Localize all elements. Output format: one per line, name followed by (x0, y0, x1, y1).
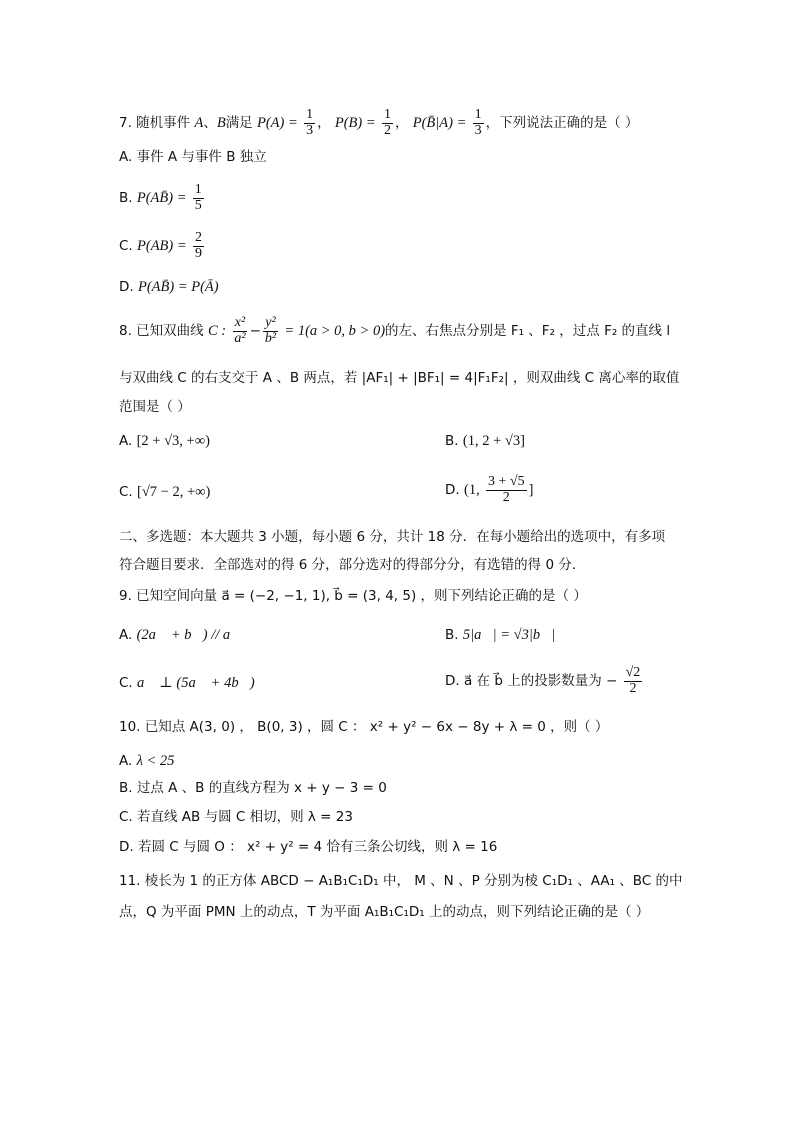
q8-option-a-label: A. (119, 433, 133, 449)
q8-option-b-label: B. (445, 433, 459, 449)
q7-pa-expr: P(A) = (256, 115, 298, 132)
q7-option-d-expr: P(AB̄) = P(Ā) (137, 279, 219, 295)
q10-option-c-text: 若直线 AB 与圆 C 相切，则 λ = 23 (137, 809, 353, 825)
q11-stem-line1: 11. 棱长为 1 的正方体 ABCD − A₁B₁C₁D₁ 中， M 、N 、P 分别为棱 C₁D₁ 、AA₁ 、BC 的中 (119, 873, 683, 889)
q10-option-a (119, 754, 174, 769)
q8-curve: C : (207, 323, 227, 340)
q10-option-d-text: 若圆 C 与圆 O ： x² + y² = 4 恰有三条公切线，则 λ = 16 (137, 839, 498, 855)
q7-pa-den: 3 (306, 122, 314, 138)
q8-x2: x² (234, 315, 246, 330)
q7-option-c-label: C. (119, 238, 133, 255)
q9-option-d-num: √2 (625, 665, 641, 680)
q7-pa-num: 1 (306, 107, 314, 122)
q8-option-d-label: D. (445, 482, 460, 499)
q8-option-b-expr: (1, 2 + √3] (462, 433, 525, 449)
q10-stem: 10. 已知点 A(3, 0) ， B(0, 3) ，圆 C ： x² + y² − 6x − 8y + λ = 0 ，则（ ） (119, 719, 609, 735)
q9-option-b (445, 628, 555, 643)
q9-option-d-label: D. (445, 673, 460, 690)
q7-pba-fraction (473, 108, 484, 138)
q7-option-a (119, 151, 267, 165)
q10-option-a-label: A. (119, 753, 133, 769)
q9-option-d-den: 2 (629, 680, 637, 696)
q8-stem-line2: 与双曲线 C 的右支交于 A 、B 两点，若 |AF₁| + |BF₁| = 4|F₁F₂| ，则双曲线 C 离心率的取值 (119, 370, 680, 386)
q7-stem: 7. 随机事件 A、B满足 P(A) = $\frac{1}{3}$ ， P(B) = $\frac{1}{2}$ ， P(B̄|A) = $\frac{1}{3}$ ，下列说法正确的是（ ） (119, 107, 639, 138)
q8-option-c-expr: [√7 − 2, +∞) (137, 484, 211, 500)
q7-option-c (119, 231, 206, 261)
q7-pba-den: 3 (474, 122, 482, 138)
q8-y-fraction (263, 316, 278, 346)
q9-option-b-expr: 5|a⃗| = √3|b⃗| (462, 627, 556, 643)
q8-a2: a² (234, 330, 246, 346)
q7-option-b-num: 1 (194, 182, 202, 197)
q8-prefix: 8. 已知双曲线 (119, 323, 204, 340)
q9-option-a-label: A. (119, 627, 133, 643)
q10-option-b-label: B. (119, 780, 133, 796)
q8-option-a-expr: [2 + √3, +∞) (136, 433, 210, 449)
q7-option-b-expr: P(AB̄) = (136, 190, 187, 207)
q7-option-a-label: A. (119, 149, 133, 165)
q9-option-d-pre: a⃗ 在 b⃗ 上的投影数量为 − (463, 673, 618, 690)
q10-option-b (119, 782, 387, 796)
q8-x-fraction (232, 316, 247, 346)
q7-pa-fraction (304, 108, 315, 138)
q7-pba-num: 1 (474, 107, 482, 122)
q8-option-c (119, 485, 210, 500)
q10-option-a-text: λ < 25 (136, 753, 175, 769)
q7-option-d-label: D. (119, 279, 134, 295)
q8-line1-suffix: 的左、右焦点分别是 F₁ 、F₂ ，过点 F₂ 的直线 l (385, 323, 671, 340)
q7-option-c-den: 9 (194, 245, 202, 261)
q7-option-a-text: 事件 A 与事件 B 独立 (136, 149, 267, 165)
q8-option-d-pre: (1, (463, 482, 480, 499)
q7-option-b (119, 183, 206, 213)
q7-option-c-num: 2 (194, 230, 202, 245)
q8-stem-line3: 范围是（ ） (119, 399, 191, 415)
q9-option-a-expr: (2a⃗ + b⃗) // a⃗ (136, 627, 242, 643)
q7-option-d (119, 280, 219, 295)
q9-option-a (119, 628, 241, 643)
q10-option-c-label: C. (119, 809, 133, 825)
q8-option-c-label: C. (119, 484, 133, 500)
q9-stem: 9. 已知空间向量 a⃗ = (−2, −1, 1), b⃗ = (3, 4, 5) ，则下列结论正确的是（ ） (119, 588, 587, 604)
q9-option-c-label: C. (119, 675, 133, 691)
q7-pba-expr: P(B̄|A) = (412, 115, 467, 132)
q7-event-b: B (216, 115, 226, 132)
q8-option-d-fraction (486, 475, 527, 505)
q9-option-d (445, 666, 644, 696)
q7-prefix: 7. 随机事件 (119, 115, 191, 132)
q8-b2: b² (264, 330, 277, 346)
q7-pb-num: 1 (383, 107, 391, 122)
q8-option-d (445, 475, 533, 505)
q7-option-b-label: B. (119, 190, 133, 207)
q8-option-a (119, 434, 210, 449)
q7-satisfy: 满足 (225, 115, 253, 132)
q8-option-b (445, 434, 525, 449)
q8-stem-line1: 8. 已知双曲线 C : $\frac{\text{x²}}{\text{a²}}$ − $\frac{\text{y²}}{\text{b²}}$ = 1(a > 0, b > 0)的左、右焦点分别是 F₁ 、F₂ ，过点 F₂ 的直线 l (119, 315, 671, 346)
q9-option-c (119, 676, 255, 691)
q8-option-d-den: 2 (502, 489, 510, 505)
q7-stem-suffix: ，下列说法正确的是（ ） (485, 115, 639, 132)
section2-line2: 符合题目要求．全部选对的得 6 分，部分选对的得部分分，有选错的得 0 分． (119, 557, 586, 573)
q7-pb-fraction (382, 108, 393, 138)
q7-option-b-fraction (193, 183, 204, 213)
q7-option-b-den: 5 (194, 197, 202, 213)
q11-stem-line2: 点，Q 为平面 PMN 上的动点，T 为平面 A₁B₁C₁D₁ 上的动点，则下列结论正确的是（ ） (119, 904, 650, 920)
q7-pb-expr: P(B) = (334, 115, 376, 132)
q10-option-c (119, 811, 353, 825)
q7-option-c-expr: P(AB) = (137, 238, 187, 255)
q8-eq-rest: = 1(a > 0, b > 0) (284, 323, 386, 340)
q7-pb-den: 2 (383, 122, 391, 138)
section2-line1: 二、多选题：本大题共 3 小题，每小题 6 分，共计 18 分．在每小题给出的选项中，有多项 (119, 529, 666, 545)
q8-option-d-num: 3 + √5 (488, 474, 525, 489)
q8-option-d-post: ] (528, 482, 534, 499)
q7-event-a: A (194, 115, 204, 132)
q10-option-d (119, 841, 497, 855)
q10-option-d-label: D. (119, 839, 134, 855)
q9-option-d-fraction (624, 666, 643, 696)
q9-option-b-label: B. (445, 627, 459, 643)
q10-option-b-text: 过点 A 、B 的直线方程为 x + y − 3 = 0 (136, 780, 387, 796)
q7-sep: 、 (203, 115, 217, 132)
q8-y2: y² (265, 315, 276, 330)
q7-option-c-fraction (193, 231, 204, 261)
q9-option-c-expr: a⃗ ⊥ (5a⃗ + 4b⃗) (137, 675, 255, 691)
